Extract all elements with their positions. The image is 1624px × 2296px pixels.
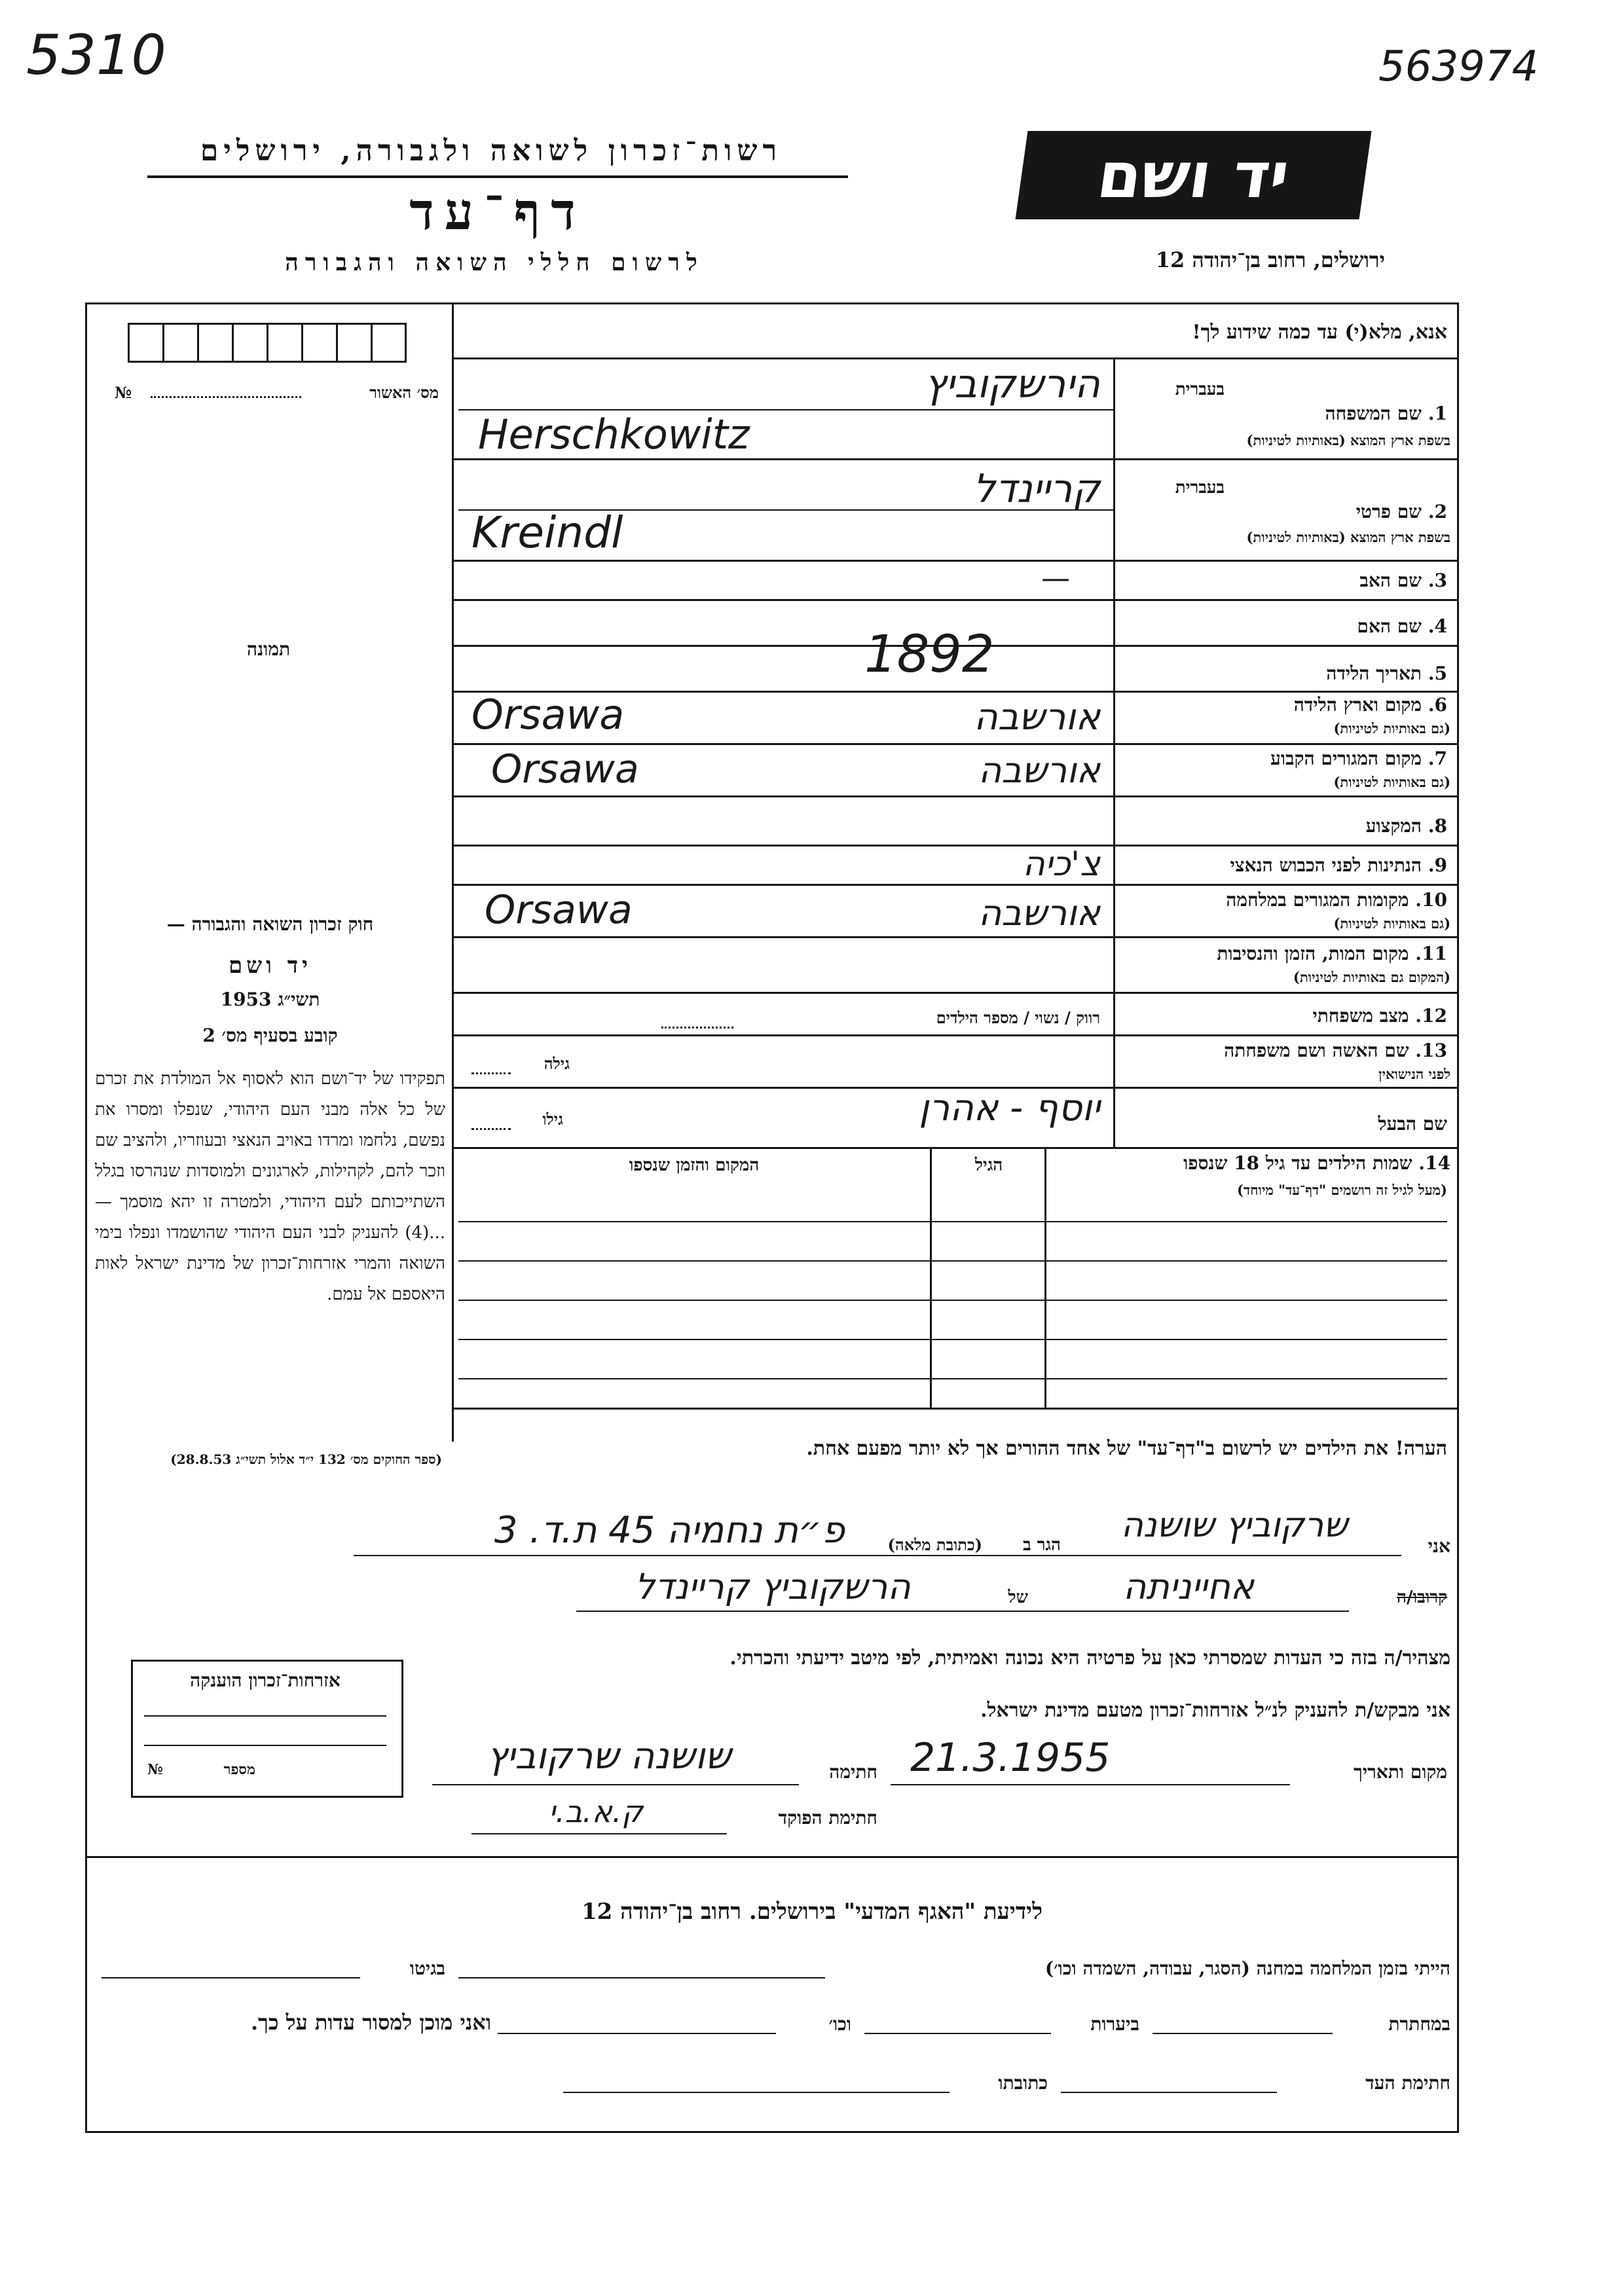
field-7-value-hebrew[interactable]: אורשבה [978,750,1100,791]
field-4-label [1126,615,1447,638]
date-line [891,1784,1290,1785]
row-rule-1 [452,458,1459,460]
row-rule-12 [452,1034,1459,1036]
approval-label: מס׳ האשור [369,383,439,402]
declaration-text: מצהיר/ה בזה כי העדות שמסרתי כאן על פרטיה היא נכונה ואמיתית, לפי מיטב ידיעתי והכרתי. [729,1647,1450,1669]
field-2-text: שם פרטי [1356,501,1422,522]
field-3-label [1126,570,1447,592]
citizenship-no-label: № [147,1761,163,1778]
field-13-sub: לפני הנישואין [1378,1066,1450,1082]
husband-age-line[interactable] [471,1128,511,1130]
field-5-text: תאריך הלידה [1326,663,1422,684]
children-line-3 [458,1300,1447,1301]
field-9-value[interactable]: צ'כיה [1022,845,1100,884]
field-12-text: מצב משפחתי [1312,1005,1409,1027]
signature-value[interactable]: שושנה שרקוביץ [487,1735,731,1777]
bottom-section-rule [85,1856,1459,1858]
frame-top [85,302,1459,304]
field-10-label [1126,889,1447,911]
children-title-text: שמות הילדים עד גיל 18 שנספו [1183,1152,1412,1174]
children-age-header: הגיל [974,1156,1003,1175]
intro-text: אנא, מלא(י) עד כמה שידוע לך! [1192,321,1447,344]
husband-label: שם הבעל [1378,1113,1447,1135]
place-date-label: מקום ותאריך [1353,1761,1447,1783]
forests-label: ביערות [1090,2013,1139,2035]
approval-number-line[interactable] [151,396,301,398]
field-11-label [1126,943,1447,965]
field-6-text: מקום וארץ הלידה [1293,694,1422,716]
signature-label: חתימה [829,1761,877,1783]
camp-line-text: הייתי בזמן המלחמה במחנה (הסגר, עבודה, השמדה וכו׳) [1044,1958,1450,1979]
field-11-sub: (המקום גם באותיות לטיניות) [1293,969,1450,985]
field-1-text: שם המשפחה [1325,403,1422,424]
approval-digit-boxes [128,323,407,363]
declarant-ani: אני [1428,1535,1450,1557]
field-2-num: 2. [1428,501,1447,522]
field-2-hebrew-tag: בעברית [1175,478,1225,498]
witness-signature-label: חתימת העד [1365,2072,1450,2094]
field-12-num: 12. [1415,1005,1447,1027]
field-12-options[interactable]: רווק / נשוי / מספר הילדים [936,1008,1100,1027]
children-col-age-right [1044,1147,1046,1409]
label-column-divider [1113,359,1115,1148]
field-8-num: 8. [1428,815,1447,837]
field-11-num: 11. [1415,943,1447,964]
field-1-value-latin[interactable]: Herschkowitz [478,410,750,458]
children-line-5 [458,1378,1447,1379]
etc-label: וכו׳ [828,2013,851,2035]
field-7-text: מקום המגורים הקבוע [1270,748,1422,769]
address-label: (כתובת מלאה) [887,1535,982,1554]
children-line-2 [458,1260,1447,1262]
date-value[interactable]: 21.3.1955 [910,1735,1111,1781]
institute-name: רשות־זכרון לשואה ולגבורה, ירושלים [200,134,783,168]
camp-line [458,1977,825,1978]
row-rule-10 [452,936,1459,938]
field-3-text: שם האב [1359,570,1422,591]
field-2-label [1126,501,1447,523]
field-1-value-hebrew[interactable]: הירשקוביץ [924,361,1100,407]
field-13-text: שם האשה ושם משפחתה [1224,1040,1409,1061]
witness-signature-line [1061,2092,1277,2093]
relation-label: קרובו/ה [1397,1588,1447,1607]
row-rule-9 [452,884,1459,886]
signature-line [432,1784,799,1785]
underground-label: במחתרת [1388,2013,1450,2035]
witness-address-label: כתובתו [998,2072,1048,2094]
jerusalem-address: ירושלים, רחוב בן־יהודה 12 [1155,247,1385,272]
field-6-label [1126,694,1447,716]
logo-text: יד ושם [1093,138,1294,212]
field-2-value-latin[interactable]: Kreindl [471,507,623,558]
field-10-sub: (גם באותיות לטיניות) [1333,915,1450,932]
field-3-value[interactable]: — [1041,562,1070,595]
field-3-num: 3. [1428,570,1447,591]
field-13-age-line[interactable] [471,1072,511,1074]
left-column-divider [452,302,454,1442]
children-bottom-rule [452,1408,1459,1410]
row-rule-2 [452,560,1459,562]
field-9-label [1126,854,1447,877]
citizenship-title: אזרחות־זכרון הוענקה [190,1669,341,1691]
law-yad-vashem: יד ושם [228,953,312,979]
citizenship-line-2 [144,1745,386,1746]
field-2-value-hebrew[interactable]: קריינדל [972,466,1100,512]
page-number: 563974 [1378,43,1539,91]
witness-address-line [563,2092,950,2093]
relation-line [576,1611,1349,1612]
field-8-label [1126,815,1447,837]
forests-line [864,2033,1051,2034]
field-1-num: 1. [1428,403,1447,424]
field-1-hebrew-tag: בעברית [1175,380,1225,399]
field-2-sub: בשפת ארץ המוצא (באותיות לטיניות) [1246,529,1450,545]
frame-left [85,302,87,2133]
field-7-label [1126,748,1447,770]
field-9-num: 9. [1428,854,1447,876]
official-signature[interactable]: ק.א.ב.י [548,1794,644,1829]
institute-underline [147,175,848,178]
husband-age-label: גילו [542,1110,563,1129]
field-11-text: מקום המות, הזמן והנסיבות [1217,943,1409,964]
bottom-title: לידיעת "האגף המדעי" בירושלים. רחוב בן־יהודה 12 [581,1899,1043,1925]
ghetto-line [101,1977,360,1978]
law-source: (ספר החוקים מס׳ 132 י״ד אלול תשי״ג 28.8.53) [170,1451,442,1467]
citizenship-line-1 [144,1715,386,1717]
declarant-name[interactable]: שרקוביץ שושנה [1120,1506,1348,1545]
children-note: הערה! את הילדים יש לרשום ב"דף־עד" של אחד ההורים אך לא יותר מפעם אחת. [806,1437,1447,1460]
field-1-sub: בשפת ארץ המוצא (באותיות לטיניות) [1246,432,1450,448]
law-clause: קובע בסעיף מס׳ 2 [202,1025,338,1046]
field-10-value-hebrew[interactable]: אורשבה [978,892,1100,934]
official-line [471,1833,727,1834]
field-10-num: 10. [1415,889,1447,911]
field-6-value-hebrew[interactable]: אורשבה [974,696,1100,738]
photo-label: תמונה [246,638,291,660]
logo [1016,131,1372,219]
ghetto-label: בגיטו [409,1958,445,1979]
field-13-label [1126,1040,1447,1062]
field-13-age-label: גילה [544,1054,570,1073]
law-title: חוק זכרון השואה והגבורה — [166,913,374,935]
field-12-label [1126,1005,1447,1027]
field-1-label [1126,403,1447,425]
children-line-1 [458,1221,1447,1222]
children-line-4 [458,1339,1447,1340]
law-year: תשי״ג 1953 [220,989,320,1010]
field-10-value-latin[interactable]: Orsawa [485,887,633,933]
field-12-children-line[interactable] [661,1027,733,1029]
official-label: חתימת הפוקד [778,1807,877,1829]
row-rule-6 [452,743,1459,745]
field-5-value[interactable]: 1892 [864,625,995,684]
citizenship-number-label: מספר [223,1761,255,1778]
frame-bottom [85,2131,1459,2133]
ready-text: ואני מוכן למסור עדות על כך. [250,2010,491,2035]
field-7-value-latin[interactable]: Orsawa [491,746,639,792]
row-rule-3 [452,599,1459,601]
children-place-header: המקום והזמן שנספו [629,1156,760,1175]
field-13-num: 13. [1415,1040,1447,1061]
children-num: 14. [1418,1152,1450,1174]
declarant-address[interactable]: פ״ת נחמיה 45 ת.ד. 3 [494,1509,845,1552]
row-rule-7 [452,795,1459,797]
field-6-num: 6. [1428,694,1447,716]
children-title [1048,1152,1450,1175]
row-rule-14 [452,1147,1459,1149]
field-8-text: המקצוע [1365,815,1422,837]
children-sub: (מעל לגיל זה רושמים "דף־עד" מיוחד) [1237,1182,1447,1198]
form-subtitle: לרשום חללי השואה והגבורה [285,249,704,276]
field-6-sub: (גם באותיות לטיניות) [1333,720,1450,737]
intro-rule [452,357,1459,359]
field-7-num: 7. [1428,748,1447,769]
underground-line [1153,2033,1333,2034]
etc-line [498,2033,776,2034]
frame-right [1457,302,1459,2133]
field-5-label [1126,663,1447,685]
relation-value[interactable]: אחייניתה [1123,1566,1254,1607]
field-9-text: הנתינות לפני הכבוש הנאצי [1230,854,1422,876]
field-7-sub: (גם באותיות לטיניות) [1333,774,1450,790]
of-label: של [1008,1588,1028,1607]
row-rule-11 [452,992,1459,994]
request-text: אני מבקש/ת להעניק לנ״ל אזרחות־זכרון מטעם מדינת ישראל. [980,1699,1450,1722]
file-number: 5310 [26,23,166,87]
of-name[interactable]: הרשקוביץ קריינדל [635,1566,911,1607]
resides-label: הגר ב [1023,1535,1061,1555]
approval-no-label: № [115,383,132,402]
field-4-num: 4. [1428,615,1447,637]
field-6-value-latin[interactable]: Orsawa [471,691,625,738]
declarant-name-line [354,1555,1401,1556]
husband-value[interactable]: יוסף - אהרן [919,1087,1100,1129]
field-5-num: 5. [1428,663,1447,684]
law-body: תפקידו של יד־ושם הוא לאסוף אל המולדת את זכרם של כל אלה מבני העם היהודי, שנפלו ומסרו את נפשם, נלחמו ומרדו באויב הנאצי ובעוזריו, ולהציב שם וזכר להם, לקהילות, לארגונים ולמוסדות שנהרסו בגלל השתייכותם לעם היהודי, ולמטרה זו יהא מוסמך — ...(4) להעניק לבני העם היהודי שהושמדו ונפלו בימי השואה והמרי אזרחות־זכרון של מדינת ישראל לאות היאספם אל עמם. [95,1069,445,1304]
form-title: דף־עד [409,182,586,242]
children-col-age-left [930,1147,932,1409]
field-4-text: שם האם [1357,615,1422,637]
field-10-text: מקומות המגורים במלחמה [1226,889,1409,911]
